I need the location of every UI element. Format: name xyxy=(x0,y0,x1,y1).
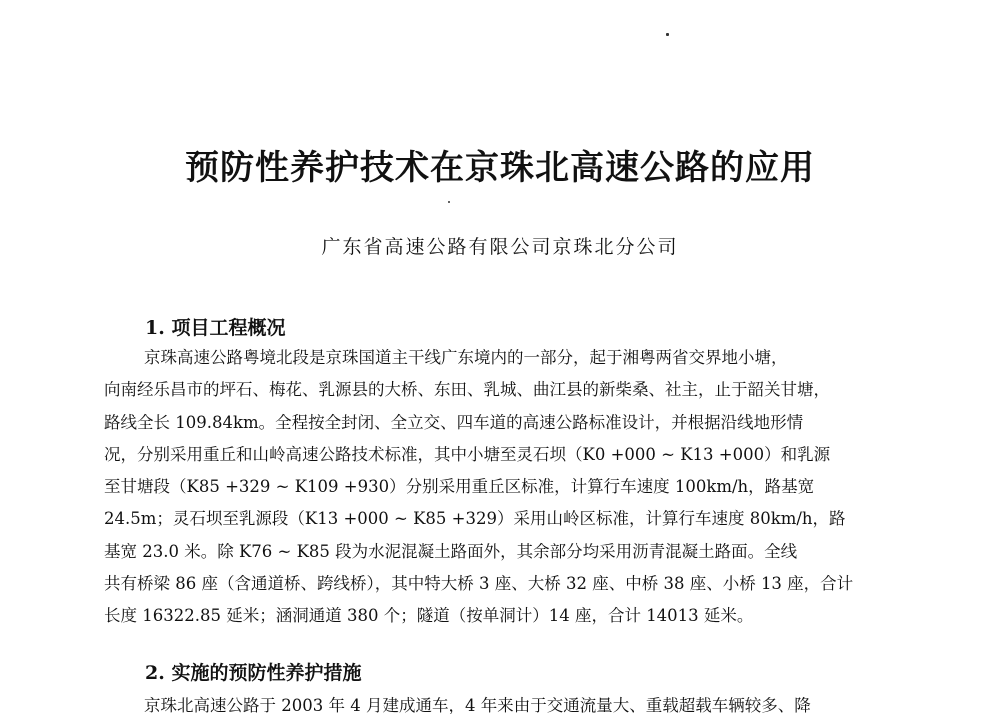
paragraph-line: 向南经乐昌市的坪石、梅花、乳源县的大桥、东田、乳城、曲江县的新柴桑、社主，止于韶关甘塘， xyxy=(104,380,830,400)
section-heading-measures: 2. 实施的预防性养护措施 xyxy=(145,662,362,684)
paragraph-line: 况，分别采用重丘和山岭高速公路技术标准，其中小塘至灵石坝（K0 +000 ~ K13 +000）和乳源 xyxy=(104,444,831,464)
article-title: 预防性养护技术在京珠北高速公路的应用 xyxy=(185,148,815,188)
paragraph-line: 长度 16322.85 延米；涵洞通道 380 个；隧道（按单洞计）14 座，合计 14013 延米。 xyxy=(104,606,754,626)
paragraph-line: 至甘塘段（K85 +329 ~ K109 +930）分别采用重丘区标准，计算行车速度 100km/h，路基宽 xyxy=(104,477,815,497)
section-heading-overview: 1. 项目工程概况 xyxy=(145,317,286,339)
paragraph-line: 共有桥梁 86 座（含通道桥、跨线桥），其中特大桥 3 座、大桥 32 座、中桥 38 座、小桥 13 座，合计 xyxy=(104,574,854,594)
article-author: 广东省高速公路有限公司京珠北分公司 xyxy=(321,236,679,258)
paragraph-line: 京珠高速公路粤境北段是京珠国道主干线广东境内的一部分，起于湘粤两省交界地小塘， xyxy=(144,348,788,367)
scan-speck xyxy=(448,201,450,203)
section-paragraph-measures xyxy=(104,690,914,714)
paragraph-line: 京珠北高速公路于 2003 年 4 月建成通车，4 年来由于交通流量大、重载超载车辆较多、降 xyxy=(144,696,811,714)
paragraph-line: 基宽 23.0 米。除 K76 ~ K85 段为水泥混凝土路面外，其余部分均采用沥青混凝土路面。全线 xyxy=(104,541,798,561)
scan-speck xyxy=(666,33,669,36)
section-paragraph-overview xyxy=(104,342,914,633)
paragraph-line: 路线全长 109.84km。全程按全封闭、全立交、四车道的高速公路标准设计，并根据沿线地形情 xyxy=(104,412,804,432)
paragraph-line: 24.5m；灵石坝至乳源段（K13 +000 ~ K85 +329）采用山岭区标准，计算行车速度 80km/h，路 xyxy=(104,509,846,529)
